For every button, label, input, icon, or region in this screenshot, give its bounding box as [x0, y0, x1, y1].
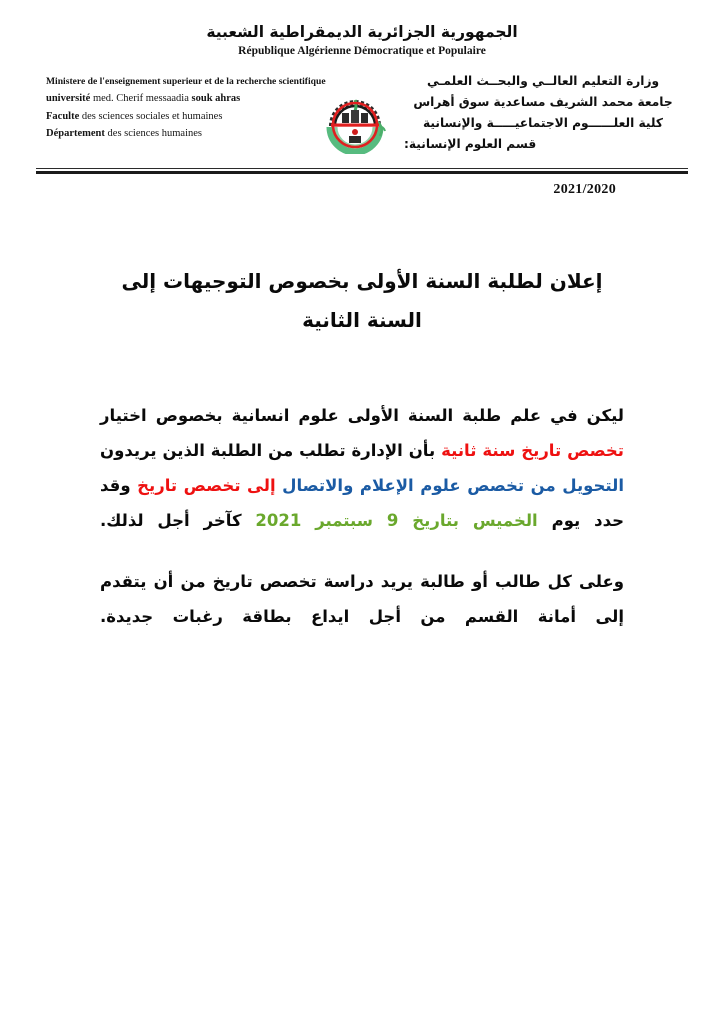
university-emblem-icon — [318, 96, 392, 154]
university-line-ar: جامعة محمد الشريف مساعدية سوق أهراس — [413, 94, 673, 109]
institution-arabic — [398, 71, 688, 155]
department-line-fr — [46, 125, 346, 143]
p1-segment-green-1: الخميس بتاريخ 9 سبتمبر 2021 — [255, 511, 538, 530]
p1-segment-3: بأن الإدارة تطلب من الطلبة الذين يريدون — [100, 441, 442, 460]
national-header-french: République Algérienne Démocratique et Populaire — [238, 44, 486, 57]
paragraph-1 — [100, 398, 624, 538]
paragraph-2 — [100, 564, 624, 634]
national-header-arabic: الجمهورية الجزائرية الديمقراطية الشعبية — [206, 23, 518, 41]
faculty-line-ar: كلية العلــــــوم الاجتماعيـــــة والإنسانية — [423, 115, 663, 130]
department-line-ar: قسم العلوم الإنسانية: — [404, 136, 537, 151]
title-line-2: السنة الثانية — [302, 308, 422, 332]
header-divider — [0, 168, 724, 174]
institution-french — [46, 73, 346, 143]
faculty-bold-prefix: Faculte — [46, 110, 80, 122]
university-bold-suffix: souk ahras — [191, 93, 241, 105]
department-bold-prefix: Département — [46, 128, 105, 140]
p1-segment-blue-1: التحويل من تخصص علوم الإعلام والاتصال — [282, 476, 624, 495]
faculty-rest-text: des sciences sociales et humaines — [79, 110, 223, 122]
p2-segment-1: وعلى كل طالب أو طالبة يريد دراسة تخصص تاريخ من أن يتقدم إلى أمانة القسم من أجل ايداع بطاقة رغبات جديدة. — [100, 572, 624, 626]
title-line-1: إعلان لطلبة السنة الأولى بخصوص التوجيهات إلى — [121, 269, 603, 293]
p1-segment-1: ليكن في علم طلبة السنة الأولى علوم انسانية بخصوص اختيار — [100, 406, 624, 425]
document-body — [100, 398, 624, 634]
national-header — [0, 0, 724, 57]
ministry-line-ar: وزارة التعليم العالــي والبحــث العلمـي — [426, 73, 660, 88]
p1-segment-8: كآخر أجل لذلك. — [100, 511, 256, 530]
divider-thin-line — [36, 168, 688, 169]
university-bold-prefix: université — [46, 93, 91, 105]
university-line-fr — [46, 90, 346, 108]
ministry-line-fr: Ministere de l'enseignement superieur et de la recherche scientifique — [46, 75, 326, 87]
academic-year: 2021/2020 — [553, 182, 616, 197]
page-title — [112, 262, 612, 340]
faculty-line-fr — [46, 108, 346, 126]
department-rest-text: des sciences humaines — [104, 128, 203, 140]
p1-segment-red-2: إلى تخصص تاريخ — [137, 476, 283, 495]
university-mid-text: med. Cherif messaadia — [90, 93, 192, 105]
p1-segment-red-1: تخصص تاريخ سنة ثانية — [441, 441, 624, 460]
p1-segment-6: وقد حدد يوم — [100, 476, 625, 530]
divider-thick-line — [36, 171, 688, 174]
